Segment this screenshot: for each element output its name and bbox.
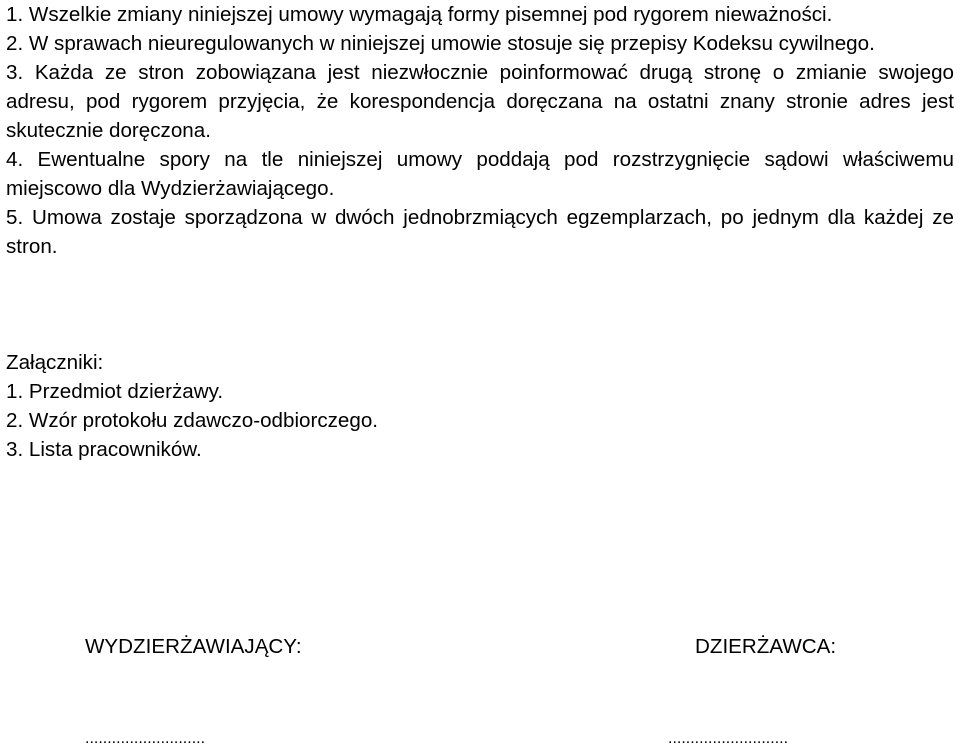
clause-5: 5. Umowa zostaje sporządzona w dwóch jednobrzmiących egzemplarzach, po jednym dla każdej ze stron. (6, 206, 954, 258)
clause-2: 2. W sprawach nieuregulowanych w niniejszej umowie stosuje się przepisy Kodeksu cywilnego. (6, 32, 875, 55)
attachments-heading: Załączniki: (6, 351, 104, 374)
signature-section (0, 635, 960, 745)
contract-clauses (6, 0, 954, 261)
attachment-item: 2. Wzór protokołu zdawczo-odbiorczego. (6, 409, 379, 432)
attachment-item: 1. Przedmiot dzierżawy. (6, 380, 224, 403)
lessee-signature-label: DZIERŻAWCA: (695, 635, 837, 658)
clause-1: 1. Wszelkie zmiany niniejszej umowy wymagają formy pisemnej pod rygorem nieważności. (6, 3, 833, 26)
lessor-signature-label: WYDZIERŻAWIAJĄCY: (85, 635, 302, 658)
lessor-signature-line: ........................... (85, 730, 206, 747)
attachment-item: 3. Lista pracowników. (6, 438, 202, 461)
clause-3: 3. Każda ze stron zobowiązana jest niezwłocznie poinformować drugą stronę o zmianie swojego adresu, pod rygorem przyjęcia, że korespondencja doręczana na ostatni znany stronie adres jest skutecznie doręczona. (6, 61, 954, 142)
attachments-section (6, 348, 954, 464)
document-page (6, 0, 954, 464)
lessee-signature-line: ........................... (668, 730, 789, 747)
clause-4: 4. Ewentualne spory na tle niniejszej umowy poddają pod rozstrzygnięcie sądowi właściwemu miejscowo dla Wydzierżawiającego. (6, 148, 954, 200)
